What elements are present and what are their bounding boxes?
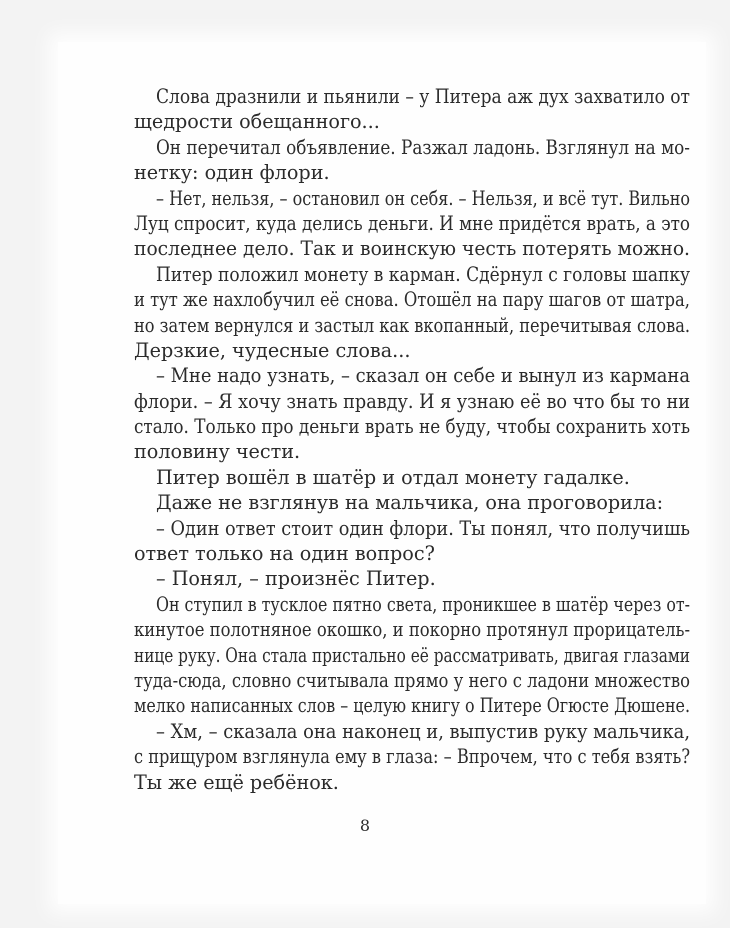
text-line-content: щедрости обещанного... — [134, 110, 380, 134]
text-line — [134, 287, 690, 312]
text-line-content: Даже не взглянув на мальчика, она проговорила: — [156, 491, 664, 515]
text-line — [134, 313, 690, 338]
text-line-content: Питер положил монету в карман. Сдёрнул с головы шапку — [156, 262, 690, 286]
text-line-content: половину чести. — [134, 440, 301, 464]
text-line — [134, 566, 690, 591]
text-line — [134, 389, 690, 414]
text-line-content: с прищуром взглянула ему в глаза: – Впрочем, что с тебя взять? — [134, 745, 690, 769]
text-line-content: – Хм, – сказала она наконец и, выпустив руку мальчика, — [156, 719, 690, 743]
text-line-content: Слова дразнили и пьянили – у Питера аж дух захватило от — [156, 85, 690, 108]
text-line — [134, 84, 690, 109]
text-line-content: стало. Только про деньги врать не буду, чтобы сохранить хоть — [134, 415, 690, 439]
text-line — [134, 490, 690, 515]
text-line-content: – Нет, нельзя, – остановил он себя. – Нельзя, и всё тут. Вильно — [156, 186, 690, 210]
text-line — [134, 211, 690, 236]
text-line — [134, 338, 690, 363]
text-line — [134, 414, 690, 439]
text-line — [134, 439, 690, 464]
text-line-content: Ты же ещё ребёнок. — [134, 770, 339, 794]
text-line-content: последнее дело. Так и воинскую честь потерять можно. — [134, 237, 690, 261]
text-line-content: Он ступил в тусклое пятно света, проникшее в шатёр через от- — [156, 592, 690, 616]
text-line — [134, 160, 690, 185]
text-line-content: но затем вернулся и застыл как вкопанный, перечитывая слова. — [134, 313, 690, 337]
text-line-content: нетку: один флори. — [134, 161, 330, 185]
text-line — [134, 186, 690, 211]
text-line — [134, 541, 690, 566]
text-line — [134, 363, 690, 388]
text-line-content: туда-сюда, словно считывала прямо у него с ладони множество — [134, 668, 690, 692]
text-line — [134, 236, 690, 261]
text-line — [134, 693, 690, 718]
text-line — [134, 668, 690, 693]
body-text — [134, 84, 690, 795]
text-line-content: флори. – Я хочу знать правду. И я узнаю её во что бы то ни — [134, 389, 690, 413]
text-line — [134, 592, 690, 617]
text-line — [134, 719, 690, 744]
text-line-content: Питер вошёл в шатёр и отдал монету гадалке. — [156, 465, 630, 489]
text-line-content: кинутое полотняное окошко, и покорно протянул прорицатель- — [134, 618, 690, 642]
text-line — [134, 465, 690, 490]
text-line — [134, 516, 690, 541]
text-line — [134, 617, 690, 642]
text-line-content: нице руку. Она стала пристально её рассматривать, двигая глазами — [134, 643, 690, 667]
text-line-content: Он перечитал объявление. Разжал ладонь. Взглянул на мо- — [156, 135, 690, 159]
text-line-content: ответ только на один вопрос? — [134, 542, 435, 566]
text-line-content: и тут же нахлобучил её снова. Отошёл на пару шагов от шатра, — [134, 288, 690, 312]
text-line-content: Луц спросит, куда делись деньги. И мне придётся врать, а это — [134, 211, 690, 235]
text-line — [134, 643, 690, 668]
text-line — [134, 262, 690, 287]
text-line-content: – Мне надо узнать, – сказал он себе и вынул из кармана — [156, 364, 690, 388]
text-line-content: Дерзкие, чудесные слова... — [134, 338, 411, 362]
text-line-content: мелко написанных слов – целую книгу о Питере Огюсте Дюшене. — [134, 694, 690, 718]
text-line — [134, 770, 690, 795]
text-line — [134, 744, 690, 769]
text-line — [134, 135, 690, 160]
text-line-content: – Понял, – произнёс Питер. — [156, 567, 436, 591]
text-line — [134, 109, 690, 134]
text-line-content: – Один ответ стоит один флори. Ты понял, что получишь — [156, 516, 690, 540]
page-number: 8 — [359, 816, 371, 835]
